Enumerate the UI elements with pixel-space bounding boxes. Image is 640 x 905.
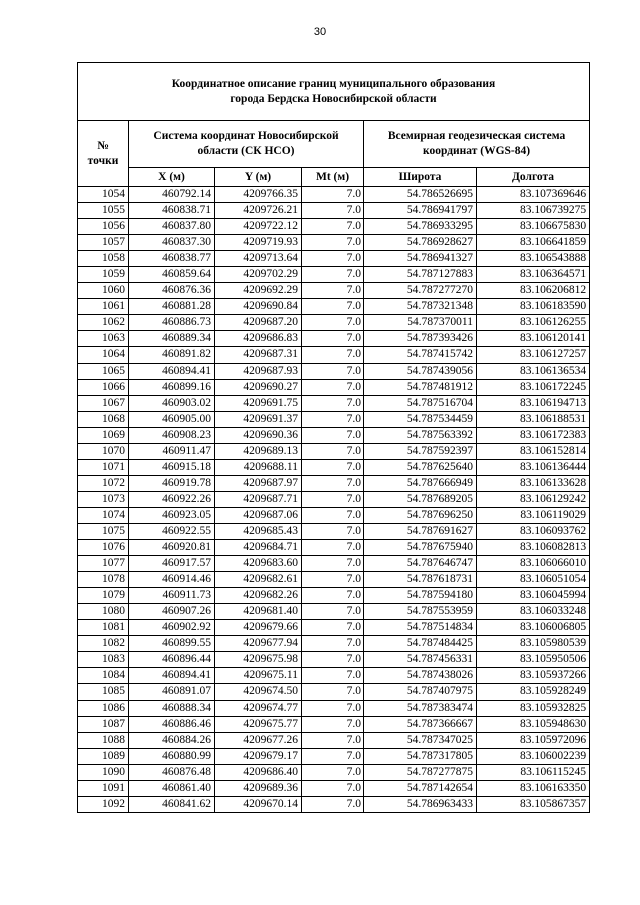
y-cell: 4209722.12 [215, 219, 302, 235]
table-row [78, 331, 590, 347]
y-cell: 4209679.17 [215, 748, 302, 764]
longitude-cell: 83.106206812 [477, 283, 590, 299]
point-number-cell: 1074 [78, 507, 129, 523]
table-body [78, 187, 590, 813]
x-cell: 460911.47 [129, 443, 215, 459]
point-number-cell: 1062 [78, 315, 129, 331]
y-cell: 4209684.71 [215, 540, 302, 556]
y-cell: 4209691.75 [215, 395, 302, 411]
y-cell: 4209713.64 [215, 251, 302, 267]
x-cell: 460891.82 [129, 347, 215, 363]
x-cell: 460919.78 [129, 475, 215, 491]
point-number-cell: 1077 [78, 556, 129, 572]
y-cell: 4209681.40 [215, 604, 302, 620]
longitude-cell: 83.106136534 [477, 363, 590, 379]
x-cell: 460837.80 [129, 219, 215, 235]
mt-cell: 7.0 [302, 716, 364, 732]
longitude-cell: 83.106136444 [477, 459, 590, 475]
x-cell: 460838.71 [129, 203, 215, 219]
x-cell: 460841.62 [129, 796, 215, 812]
latitude-cell: 54.787321348 [364, 299, 477, 315]
latitude-cell: 54.787553959 [364, 604, 477, 620]
mt-cell: 7.0 [302, 732, 364, 748]
y-cell: 4209687.06 [215, 507, 302, 523]
table-row [78, 203, 590, 219]
mt-cell: 7.0 [302, 523, 364, 539]
y-cell: 4209766.35 [215, 187, 302, 203]
y-cell: 4209686.83 [215, 331, 302, 347]
x-cell: 460907.26 [129, 604, 215, 620]
longitude-cell: 83.105867357 [477, 796, 590, 812]
table-title [78, 63, 590, 121]
mt-cell: 7.0 [302, 411, 364, 427]
table-row [78, 283, 590, 299]
point-number-cell: 1076 [78, 540, 129, 556]
longitude-cell: 83.105972096 [477, 732, 590, 748]
point-number-cell: 1057 [78, 235, 129, 251]
y-cell: 4209687.93 [215, 363, 302, 379]
mt-cell: 7.0 [302, 267, 364, 283]
y-cell: 4209679.66 [215, 620, 302, 636]
point-number-cell: 1060 [78, 283, 129, 299]
x-cell: 460911.73 [129, 588, 215, 604]
point-number-cell: 1086 [78, 700, 129, 716]
point-number-cell: 1082 [78, 636, 129, 652]
mt-cell: 7.0 [302, 684, 364, 700]
table-row [78, 620, 590, 636]
y-cell: 4209691.37 [215, 411, 302, 427]
y-cell: 4209719.93 [215, 235, 302, 251]
point-number-cell: 1067 [78, 395, 129, 411]
point-number-cell: 1054 [78, 187, 129, 203]
point-number-cell: 1069 [78, 427, 129, 443]
y-cell: 4209689.13 [215, 443, 302, 459]
mt-cell: 7.0 [302, 748, 364, 764]
latitude-cell: 54.787366667 [364, 716, 477, 732]
point-number-cell: 1073 [78, 491, 129, 507]
table-row [78, 443, 590, 459]
point-number-cell: 1092 [78, 796, 129, 812]
table-row [78, 299, 590, 315]
longitude-cell: 83.106543888 [477, 251, 590, 267]
point-number-cell: 1070 [78, 443, 129, 459]
latitude-cell: 54.787675940 [364, 540, 477, 556]
point-number-cell: 1068 [78, 411, 129, 427]
point-number-cell: 1066 [78, 379, 129, 395]
table-row [78, 588, 590, 604]
point-number-cell: 1072 [78, 475, 129, 491]
table-row [78, 780, 590, 796]
x-cell: 460903.02 [129, 395, 215, 411]
column-header-longitude: Долгота [477, 168, 590, 187]
table-row [78, 796, 590, 812]
point-header-word: точки [87, 154, 119, 167]
longitude-cell: 83.106163350 [477, 780, 590, 796]
table-row [78, 315, 590, 331]
latitude-cell: 54.786963433 [364, 796, 477, 812]
longitude-cell: 83.106364571 [477, 267, 590, 283]
point-number-cell: 1071 [78, 459, 129, 475]
coordinates-table [77, 62, 590, 813]
x-cell: 460905.00 [129, 411, 215, 427]
latitude-cell: 54.787646747 [364, 556, 477, 572]
longitude-cell: 83.106675830 [477, 219, 590, 235]
x-cell: 460894.41 [129, 363, 215, 379]
point-number-cell: 1075 [78, 523, 129, 539]
y-cell: 4209690.27 [215, 379, 302, 395]
longitude-cell: 83.106194713 [477, 395, 590, 411]
x-cell: 460922.26 [129, 491, 215, 507]
point-number-cell: 1064 [78, 347, 129, 363]
table-row [78, 732, 590, 748]
longitude-cell: 83.106045994 [477, 588, 590, 604]
latitude-cell: 54.786928627 [364, 235, 477, 251]
point-number-cell: 1079 [78, 588, 129, 604]
table-row [78, 716, 590, 732]
table-row [78, 347, 590, 363]
column-header-y: Y (м) [215, 168, 302, 187]
x-cell: 460908.23 [129, 427, 215, 443]
mt-cell: 7.0 [302, 620, 364, 636]
mt-cell: 7.0 [302, 475, 364, 491]
x-cell: 460899.16 [129, 379, 215, 395]
longitude-cell: 83.106006805 [477, 620, 590, 636]
longitude-cell: 83.105980539 [477, 636, 590, 652]
longitude-cell: 83.106093762 [477, 523, 590, 539]
x-cell: 460920.81 [129, 540, 215, 556]
local-system-line-1: Система координат Новосибирской [153, 130, 339, 142]
latitude-cell: 54.787625640 [364, 459, 477, 475]
x-cell: 460884.26 [129, 732, 215, 748]
point-number-cell: 1063 [78, 331, 129, 347]
longitude-cell: 83.105950506 [477, 652, 590, 668]
table-row [78, 219, 590, 235]
y-cell: 4209687.71 [215, 491, 302, 507]
x-cell: 460896.44 [129, 652, 215, 668]
table-row [78, 604, 590, 620]
point-number-cell: 1059 [78, 267, 129, 283]
table-row [78, 251, 590, 267]
mt-cell: 7.0 [302, 764, 364, 780]
point-number-cell: 1078 [78, 572, 129, 588]
table-row [78, 379, 590, 395]
longitude-cell: 83.107369646 [477, 187, 590, 203]
x-cell: 460902.92 [129, 620, 215, 636]
point-number-cell: 1087 [78, 716, 129, 732]
x-cell: 460889.34 [129, 331, 215, 347]
mt-cell: 7.0 [302, 235, 364, 251]
table-row [78, 668, 590, 684]
mt-cell: 7.0 [302, 347, 364, 363]
latitude-cell: 54.787691627 [364, 523, 477, 539]
mt-cell: 7.0 [302, 604, 364, 620]
latitude-cell: 54.787383474 [364, 700, 477, 716]
latitude-cell: 54.787484425 [364, 636, 477, 652]
table-row [78, 427, 590, 443]
longitude-cell: 83.106133628 [477, 475, 590, 491]
point-number-cell: 1088 [78, 732, 129, 748]
y-cell: 4209670.14 [215, 796, 302, 812]
longitude-cell: 83.106115245 [477, 764, 590, 780]
y-cell: 4209685.43 [215, 523, 302, 539]
world-system-line-1: Всемирная геодезическая система [387, 130, 566, 142]
table-row [78, 459, 590, 475]
x-cell: 460899.55 [129, 636, 215, 652]
mt-cell: 7.0 [302, 491, 364, 507]
y-cell: 4209688.11 [215, 459, 302, 475]
latitude-cell: 54.787689205 [364, 491, 477, 507]
table-row [78, 235, 590, 251]
latitude-cell: 54.787277875 [364, 764, 477, 780]
table-row [78, 540, 590, 556]
x-cell: 460891.07 [129, 684, 215, 700]
y-cell: 4209677.94 [215, 636, 302, 652]
mt-cell: 7.0 [302, 363, 364, 379]
y-cell: 4209674.50 [215, 684, 302, 700]
latitude-cell: 54.787277270 [364, 283, 477, 299]
world-system-header [364, 121, 590, 168]
y-cell: 4209689.36 [215, 780, 302, 796]
y-cell: 4209675.77 [215, 716, 302, 732]
longitude-cell: 83.106188531 [477, 411, 590, 427]
table-row [78, 523, 590, 539]
title-line-1: Координатное описание границ муниципального образования [171, 77, 496, 90]
table-row [78, 684, 590, 700]
latitude-cell: 54.787696250 [364, 507, 477, 523]
longitude-cell: 83.106183590 [477, 299, 590, 315]
latitude-cell: 54.786941797 [364, 203, 477, 219]
x-cell: 460792.14 [129, 187, 215, 203]
y-cell: 4209687.97 [215, 475, 302, 491]
y-cell: 4209674.77 [215, 700, 302, 716]
mt-cell: 7.0 [302, 459, 364, 475]
x-cell: 460914.46 [129, 572, 215, 588]
table-row [78, 764, 590, 780]
mt-cell: 7.0 [302, 700, 364, 716]
latitude-cell: 54.787592397 [364, 443, 477, 459]
table-row [78, 652, 590, 668]
table-row [78, 507, 590, 523]
longitude-cell: 83.106033248 [477, 604, 590, 620]
mt-cell: 7.0 [302, 219, 364, 235]
y-cell: 4209675.98 [215, 652, 302, 668]
latitude-cell: 54.787618731 [364, 572, 477, 588]
mt-cell: 7.0 [302, 299, 364, 315]
longitude-cell: 83.105948630 [477, 716, 590, 732]
latitude-cell: 54.787481912 [364, 379, 477, 395]
x-cell: 460876.48 [129, 764, 215, 780]
x-cell: 460861.40 [129, 780, 215, 796]
point-number-cell: 1058 [78, 251, 129, 267]
mt-cell: 7.0 [302, 251, 364, 267]
latitude-cell: 54.787393426 [364, 331, 477, 347]
mt-cell: 7.0 [302, 507, 364, 523]
latitude-cell: 54.787347025 [364, 732, 477, 748]
mt-cell: 7.0 [302, 443, 364, 459]
x-cell: 460837.30 [129, 235, 215, 251]
x-cell: 460881.28 [129, 299, 215, 315]
point-number-cell: 1090 [78, 764, 129, 780]
latitude-cell: 54.787534459 [364, 411, 477, 427]
mt-cell: 7.0 [302, 187, 364, 203]
longitude-cell: 83.106641859 [477, 235, 590, 251]
longitude-cell: 83.106129242 [477, 491, 590, 507]
table-row [78, 187, 590, 203]
x-cell: 460917.57 [129, 556, 215, 572]
table-row [78, 411, 590, 427]
longitude-cell: 83.106120141 [477, 331, 590, 347]
mt-cell: 7.0 [302, 395, 364, 411]
point-number-cell: 1084 [78, 668, 129, 684]
table-row [78, 572, 590, 588]
y-cell: 4209692.29 [215, 283, 302, 299]
longitude-cell: 83.106002239 [477, 748, 590, 764]
latitude-cell: 54.786933295 [364, 219, 477, 235]
longitude-cell: 83.105937266 [477, 668, 590, 684]
y-cell: 4209682.61 [215, 572, 302, 588]
point-number-cell: 1083 [78, 652, 129, 668]
y-cell: 4209683.60 [215, 556, 302, 572]
point-number-cell: 1080 [78, 604, 129, 620]
longitude-cell: 83.106739275 [477, 203, 590, 219]
column-header-latitude: Широта [364, 168, 477, 187]
y-cell: 4209702.29 [215, 267, 302, 283]
x-cell: 460876.36 [129, 283, 215, 299]
y-cell: 4209687.20 [215, 315, 302, 331]
x-cell: 460894.41 [129, 668, 215, 684]
point-header-symbol: № [97, 139, 109, 152]
x-cell: 460880.99 [129, 748, 215, 764]
mt-cell: 7.0 [302, 315, 364, 331]
point-number-cell: 1081 [78, 620, 129, 636]
x-cell: 460888.34 [129, 700, 215, 716]
y-cell: 4209726.21 [215, 203, 302, 219]
latitude-cell: 54.787142654 [364, 780, 477, 796]
column-header-x: X (м) [129, 168, 215, 187]
point-number-cell: 1055 [78, 203, 129, 219]
latitude-cell: 54.787407975 [364, 684, 477, 700]
point-number-cell: 1085 [78, 684, 129, 700]
point-number-header [78, 121, 129, 187]
point-number-cell: 1056 [78, 219, 129, 235]
latitude-cell: 54.786526695 [364, 187, 477, 203]
latitude-cell: 54.787415742 [364, 347, 477, 363]
x-cell: 460923.05 [129, 507, 215, 523]
point-number-cell: 1089 [78, 748, 129, 764]
mt-cell: 7.0 [302, 636, 364, 652]
y-cell: 4209677.26 [215, 732, 302, 748]
mt-cell: 7.0 [302, 283, 364, 299]
y-cell: 4209675.11 [215, 668, 302, 684]
world-system-line-2: координат (WGS-84) [422, 145, 531, 157]
longitude-cell: 83.106119029 [477, 507, 590, 523]
x-cell: 460859.64 [129, 267, 215, 283]
longitude-cell: 83.106127257 [477, 347, 590, 363]
latitude-cell: 54.786941327 [364, 251, 477, 267]
mt-cell: 7.0 [302, 588, 364, 604]
longitude-cell: 83.106172383 [477, 427, 590, 443]
x-cell: 460915.18 [129, 459, 215, 475]
latitude-cell: 54.787127883 [364, 267, 477, 283]
table-row [78, 395, 590, 411]
longitude-cell: 83.105928249 [477, 684, 590, 700]
mt-cell: 7.0 [302, 780, 364, 796]
y-cell: 4209690.36 [215, 427, 302, 443]
longitude-cell: 83.106066010 [477, 556, 590, 572]
mt-cell: 7.0 [302, 652, 364, 668]
y-cell: 4209687.31 [215, 347, 302, 363]
y-cell: 4209682.26 [215, 588, 302, 604]
latitude-cell: 54.787514834 [364, 620, 477, 636]
table-row [78, 363, 590, 379]
table-row [78, 636, 590, 652]
point-number-cell: 1061 [78, 299, 129, 315]
x-cell: 460886.73 [129, 315, 215, 331]
latitude-cell: 54.787516704 [364, 395, 477, 411]
x-cell: 460886.46 [129, 716, 215, 732]
table-row [78, 748, 590, 764]
mt-cell: 7.0 [302, 203, 364, 219]
table-row [78, 475, 590, 491]
latitude-cell: 54.787438026 [364, 668, 477, 684]
longitude-cell: 83.106172245 [477, 379, 590, 395]
table-row [78, 491, 590, 507]
latitude-cell: 54.787317805 [364, 748, 477, 764]
latitude-cell: 54.787666949 [364, 475, 477, 491]
mt-cell: 7.0 [302, 379, 364, 395]
mt-cell: 7.0 [302, 556, 364, 572]
latitude-cell: 54.787594180 [364, 588, 477, 604]
title-line-2: города Бердска Новосибирской области [230, 92, 437, 105]
local-system-header [129, 121, 364, 168]
latitude-cell: 54.787563392 [364, 427, 477, 443]
page-number: 30 [313, 26, 327, 38]
mt-cell: 7.0 [302, 796, 364, 812]
table-row [78, 556, 590, 572]
longitude-cell: 83.106051054 [477, 572, 590, 588]
point-number-cell: 1091 [78, 780, 129, 796]
table-row [78, 700, 590, 716]
y-cell: 4209686.40 [215, 764, 302, 780]
latitude-cell: 54.787439056 [364, 363, 477, 379]
latitude-cell: 54.787456331 [364, 652, 477, 668]
x-cell: 460838.77 [129, 251, 215, 267]
mt-cell: 7.0 [302, 572, 364, 588]
longitude-cell: 83.105932825 [477, 700, 590, 716]
mt-cell: 7.0 [302, 668, 364, 684]
x-cell: 460922.55 [129, 523, 215, 539]
longitude-cell: 83.106152814 [477, 443, 590, 459]
local-system-line-2: области (СК НСО) [197, 145, 295, 157]
mt-cell: 7.0 [302, 427, 364, 443]
latitude-cell: 54.787370011 [364, 315, 477, 331]
longitude-cell: 83.106082813 [477, 540, 590, 556]
mt-cell: 7.0 [302, 331, 364, 347]
table-row [78, 267, 590, 283]
y-cell: 4209690.84 [215, 299, 302, 315]
longitude-cell: 83.106126255 [477, 315, 590, 331]
point-number-cell: 1065 [78, 363, 129, 379]
column-header-mt: Mt (м) [302, 168, 364, 187]
mt-cell: 7.0 [302, 540, 364, 556]
